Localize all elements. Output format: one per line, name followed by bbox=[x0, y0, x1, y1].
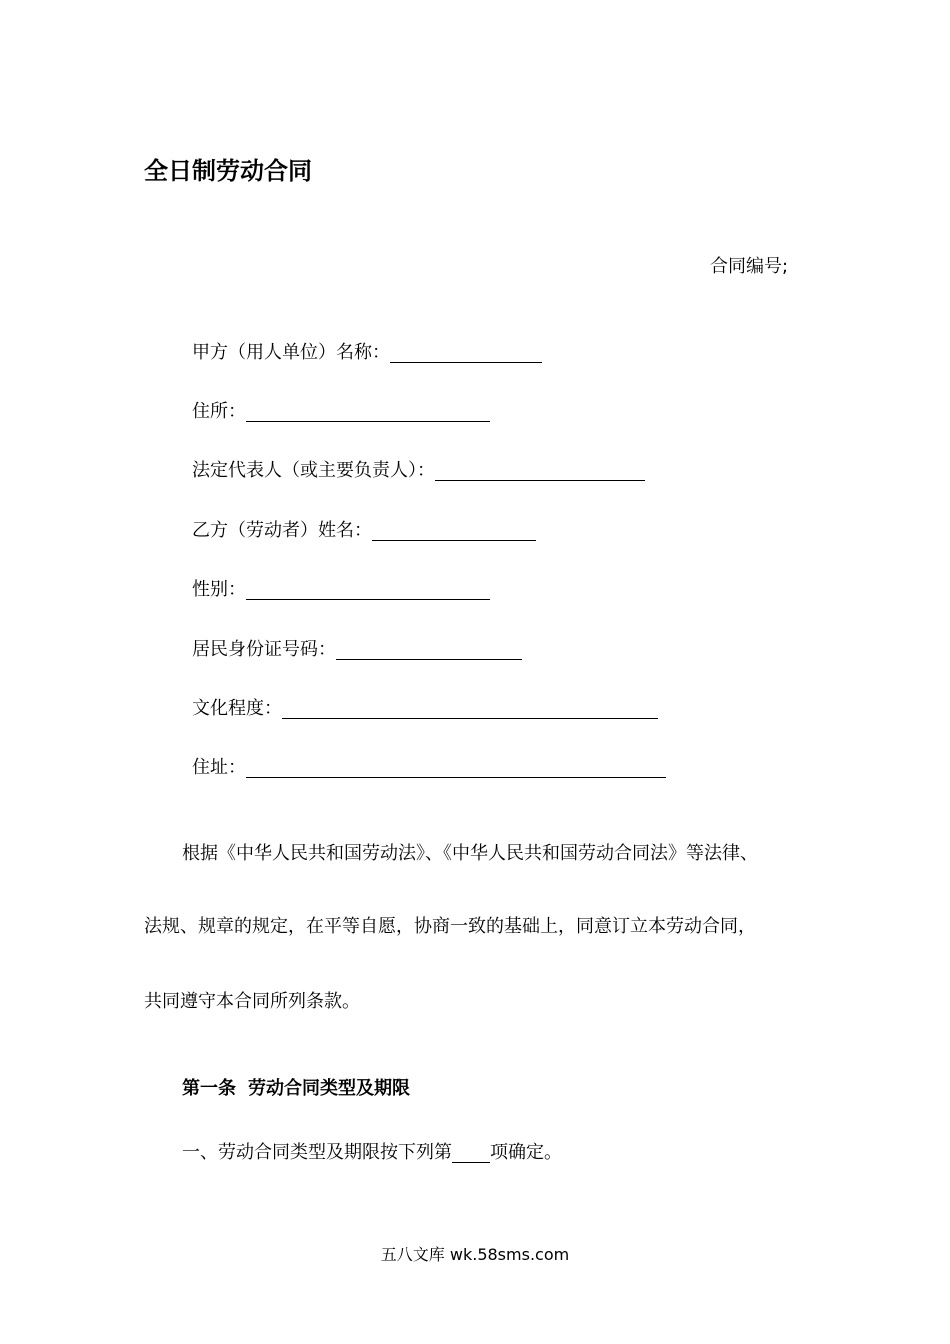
field-gender bbox=[192, 577, 490, 603]
field-label: 甲方（用人单位）名称： bbox=[192, 342, 390, 363]
field-label: 住所： bbox=[192, 401, 246, 422]
fill-in-blank bbox=[336, 639, 522, 660]
fill-in-blank bbox=[452, 1142, 490, 1163]
field-party-b-name bbox=[192, 518, 536, 544]
field-label: 住址： bbox=[192, 757, 246, 778]
intro-paragraph-line-3: 共同遵守本合同所列条款。 bbox=[144, 991, 360, 1012]
field-label: 居民身份证号码： bbox=[192, 639, 336, 660]
article-heading bbox=[182, 1076, 410, 1102]
fill-in-blank bbox=[390, 342, 542, 363]
clause-contract-type bbox=[182, 1140, 562, 1166]
field-education bbox=[192, 696, 658, 722]
field-party-a-name bbox=[192, 340, 542, 366]
intro-paragraph-line-2: 法规、规章的规定，在平等自愿，协商一致的基础上，同意订立本劳动合同， bbox=[144, 916, 756, 937]
field-id-number bbox=[192, 637, 522, 663]
field-label: 乙方（劳动者）姓名： bbox=[192, 520, 372, 541]
footer-watermark: 五八文库 wk.58sms.com bbox=[380, 1245, 570, 1264]
fill-in-blank bbox=[246, 757, 666, 778]
intro-paragraph-line-1: 根据《中华人民共和国劳动法》、《中华人民共和国劳动合同法》等法律、 bbox=[182, 843, 758, 864]
field-legal-representative bbox=[192, 458, 645, 484]
fill-in-blank bbox=[435, 460, 645, 481]
clause-text-after: 项确定。 bbox=[490, 1142, 562, 1163]
page-title: 全日制劳动合同 bbox=[144, 157, 312, 185]
article-title: 劳动合同类型及期限 bbox=[248, 1078, 410, 1099]
fill-in-blank bbox=[282, 698, 658, 719]
fill-in-blank bbox=[246, 401, 490, 422]
fill-in-blank bbox=[372, 520, 536, 541]
field-residence bbox=[192, 755, 666, 781]
field-label: 法定代表人（或主要负责人）： bbox=[192, 460, 435, 481]
field-label: 文化程度： bbox=[192, 698, 282, 719]
article-number: 第一条 bbox=[182, 1078, 236, 1099]
clause-text-before: 一、劳动合同类型及期限按下列第 bbox=[182, 1142, 452, 1163]
contract-number-label: 合同编号; bbox=[710, 256, 789, 277]
field-label: 性别： bbox=[192, 579, 246, 600]
fill-in-blank bbox=[246, 579, 490, 600]
field-address bbox=[192, 399, 490, 425]
